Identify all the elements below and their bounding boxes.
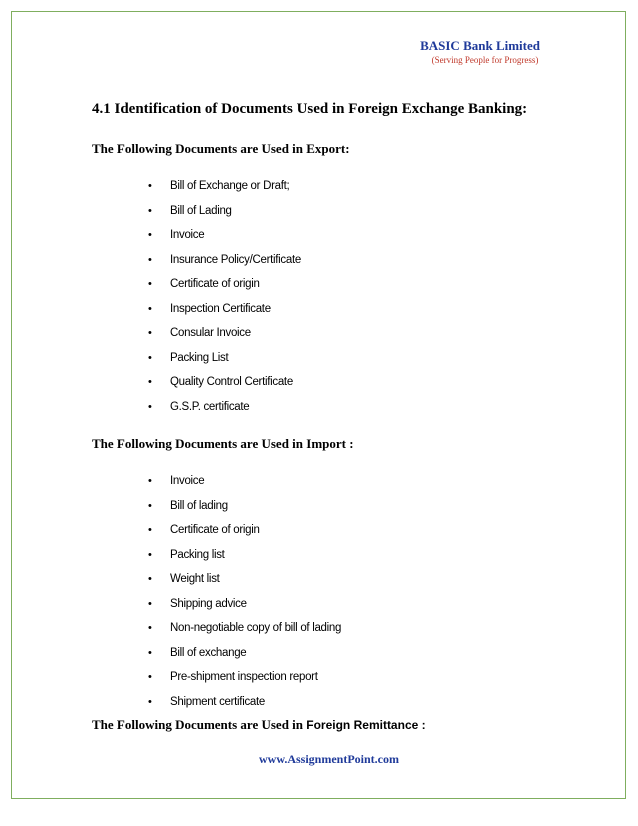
bullet-icon: •: [148, 351, 152, 364]
import-heading: The Following Documents are Used in Import :: [92, 436, 354, 451]
bullet-icon: •: [148, 400, 152, 413]
list-item: [148, 325, 301, 350]
list-item: [148, 399, 301, 424]
bullet-icon: •: [148, 253, 152, 266]
export-heading: The Following Documents are Used in Export:: [92, 141, 350, 156]
section-title: 4.1 Identification of Documents Used in Foreign Exchange Banking:: [92, 101, 528, 117]
remittance-heading: [92, 717, 426, 733]
list-item-label: Invoice: [170, 229, 205, 241]
list-item: [148, 473, 341, 498]
bullet-icon: •: [148, 671, 152, 683]
list-item: [148, 301, 301, 326]
bullet-icon: •: [148, 229, 152, 241]
list-item-label: Bill of lading: [170, 499, 228, 512]
list-item-label: Inspection Certificate: [170, 302, 271, 315]
bullet-icon: •: [148, 499, 152, 512]
footer: [0, 752, 638, 767]
bullet-icon: •: [148, 475, 152, 487]
list-item-label: Packing list: [170, 548, 225, 561]
list-item: [148, 620, 341, 645]
list-item: [148, 227, 301, 252]
list-item-label: Packing List: [170, 351, 229, 364]
bullet-icon: •: [148, 646, 152, 659]
list-item-label: Quality Control Certificate: [170, 376, 293, 388]
bullet-icon: •: [148, 180, 152, 192]
export-list: [148, 178, 301, 423]
bullet-icon: •: [148, 278, 152, 290]
list-item: [148, 498, 341, 523]
remittance-heading-part2: Foreign Remittance :: [306, 718, 426, 732]
list-item-label: Bill of exchange: [170, 646, 247, 659]
bullet-icon: •: [148, 204, 152, 217]
bullet-icon: •: [148, 376, 152, 388]
import-list: [148, 473, 341, 718]
list-item: [148, 669, 341, 694]
list-item: [148, 374, 301, 399]
list-item-label: Bill of Lading: [170, 204, 232, 217]
list-item-label: Certificate of origin: [170, 524, 260, 536]
list-item: [148, 547, 341, 572]
list-item: [148, 694, 341, 719]
bullet-icon: •: [148, 597, 152, 610]
list-item: [148, 203, 301, 228]
list-item-label: G.S.P. certificate: [170, 400, 250, 413]
bullet-icon: •: [148, 548, 152, 561]
list-item: [148, 522, 341, 547]
list-item: [148, 645, 341, 670]
bullet-icon: •: [148, 622, 152, 634]
bank-tagline: (Serving People for Progress): [431, 55, 539, 65]
list-item-label: Invoice: [170, 475, 205, 487]
bullet-icon: •: [148, 327, 152, 339]
bank-name: BASIC Bank Limited: [420, 38, 540, 53]
remittance-heading-part1: The Following Documents are Used in: [92, 717, 307, 732]
list-item-label: Certificate of origin: [170, 278, 260, 290]
list-item: [148, 571, 341, 596]
list-item: [148, 276, 301, 301]
list-item: [148, 596, 341, 621]
list-item-label: Pre-shipment inspection report: [170, 671, 318, 683]
bullet-icon: •: [148, 302, 152, 315]
list-item: [148, 252, 301, 277]
list-item-label: Shipping advice: [170, 597, 247, 610]
bullet-icon: •: [148, 524, 152, 536]
list-item-label: Non-negotiable copy of bill of lading: [170, 622, 342, 634]
bullet-icon: •: [148, 573, 152, 585]
list-item: [148, 350, 301, 375]
list-item-label: Shipment certificate: [170, 695, 265, 708]
list-item: [148, 178, 301, 203]
footer-url: www.AssignmentPoint.com: [259, 752, 399, 766]
list-item-label: Consular Invoice: [170, 327, 251, 339]
list-item-label: Weight list: [170, 573, 220, 585]
page-header: [420, 38, 540, 66]
bullet-icon: •: [148, 695, 152, 708]
list-item-label: Bill of Exchange or Draft;: [170, 180, 290, 192]
list-item-label: Insurance Policy/Certificate: [170, 253, 301, 266]
